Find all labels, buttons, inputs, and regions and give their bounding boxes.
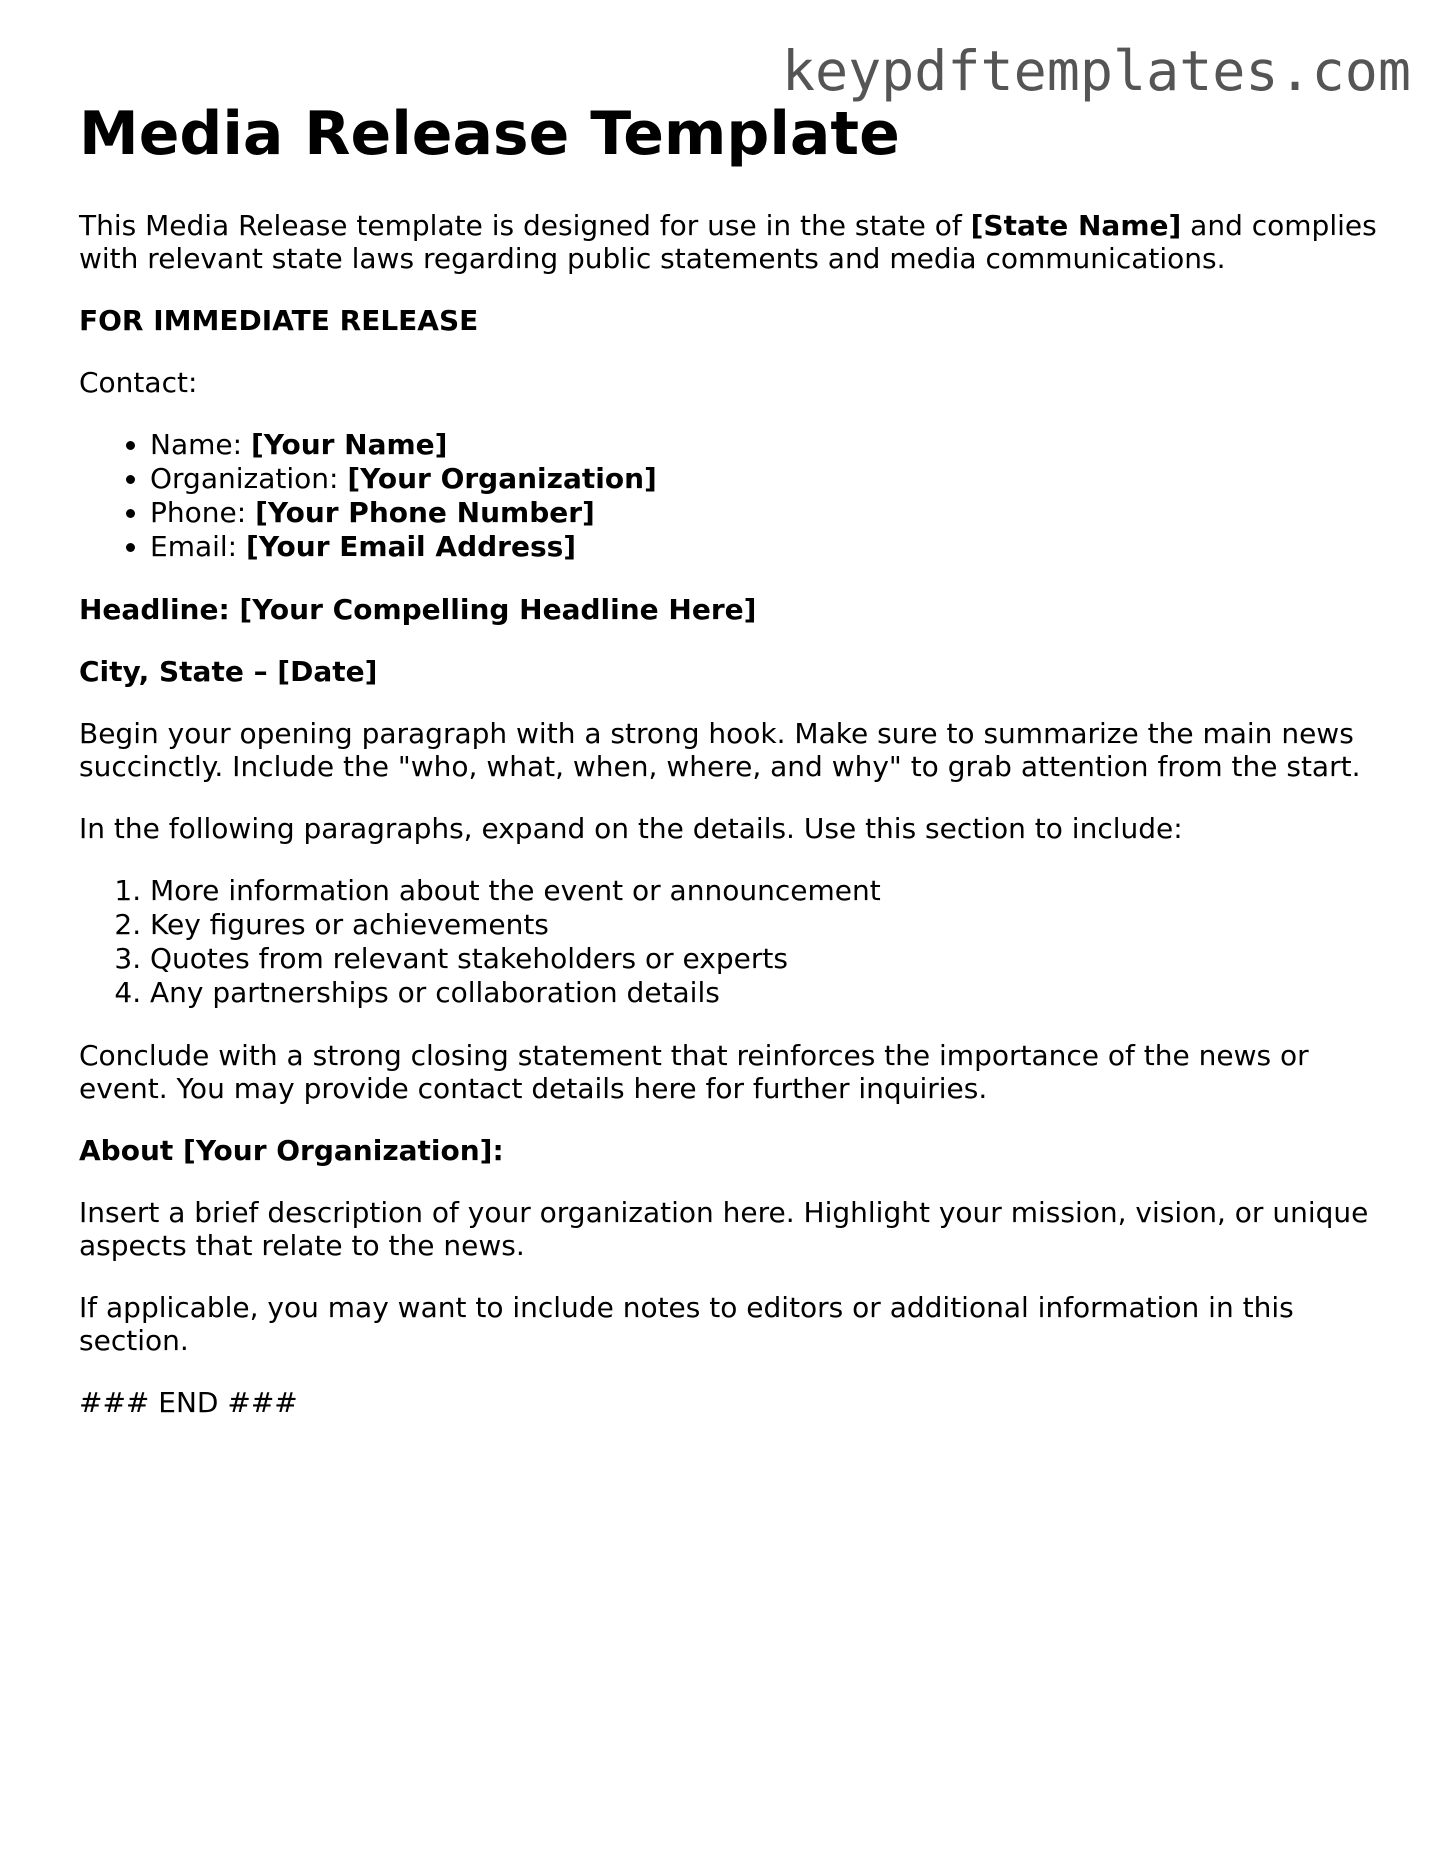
document-title: Media Release Template — [79, 99, 900, 169]
document-body — [79, 100, 1379, 1448]
notes-paragraph: If applicable, you may want to include notes to editors or additional information in this section. — [79, 1291, 1294, 1357]
contact-item-value: [Your Name] — [250, 428, 448, 461]
about-paragraph: Insert a brief description of your organization here. Highlight your mission, vision, or unique aspects that relate to the news. — [79, 1196, 1369, 1262]
list-item: 1. More information about the event or announcement — [150, 874, 1379, 908]
contact-item-value: [Your Organization] — [347, 462, 657, 495]
opening-paragraph: Begin your opening paragraph with a strong hook. Make sure to summarize the main news succinctly. Include the "who, what, when, where, and why" to grab attention from the start. — [79, 717, 1361, 783]
headline: Headline: [Your Compelling Headline Here] — [79, 593, 757, 626]
intro-text-before: This Media Release template is designed for use in the state of — [79, 209, 971, 242]
contact-item-label: Email: — [150, 530, 247, 563]
contact-item-value: [Your Email Address] — [246, 530, 577, 563]
contact-item-name — [150, 428, 1379, 462]
closing-paragraph: Conclude with a strong closing statement that reinforces the importance of the news or event. You may provide contact details here for further inquiries. — [79, 1039, 1309, 1105]
intro-paragraph — [79, 209, 1379, 275]
contact-item-label: Name: — [150, 428, 251, 461]
list-item: 2. Key figures or achievements — [150, 908, 1379, 942]
state-name-placeholder: [State Name] — [970, 209, 1182, 242]
contact-item-value: [Your Phone Number] — [255, 496, 595, 529]
contact-item-email — [150, 530, 1379, 564]
contact-item-organization — [150, 462, 1379, 496]
end-marker: ### END ### — [79, 1386, 298, 1419]
contact-item-label: Phone: — [150, 496, 256, 529]
contact-list — [79, 428, 1379, 564]
about-heading: About [Your Organization]: — [79, 1134, 504, 1167]
contact-item-phone — [150, 496, 1379, 530]
details-list — [79, 874, 1379, 1010]
release-label: FOR IMMEDIATE RELEASE — [79, 304, 479, 337]
watermark: keypdftemplates.com — [781, 39, 1411, 103]
list-item: 3. Quotes from relevant stakeholders or experts — [150, 942, 1379, 976]
intro-text-after: and complies with relevant state laws regarding public statements and media communications. — [79, 209, 1377, 275]
dateline: City, State – [Date] — [79, 655, 378, 688]
details-intro: In the following paragraphs, expand on the details. Use this section to include: — [79, 812, 1183, 845]
list-item: 4. Any partnerships or collaboration details — [150, 976, 1379, 1010]
contact-label: Contact: — [79, 366, 198, 399]
contact-item-label: Organization: — [150, 462, 348, 495]
